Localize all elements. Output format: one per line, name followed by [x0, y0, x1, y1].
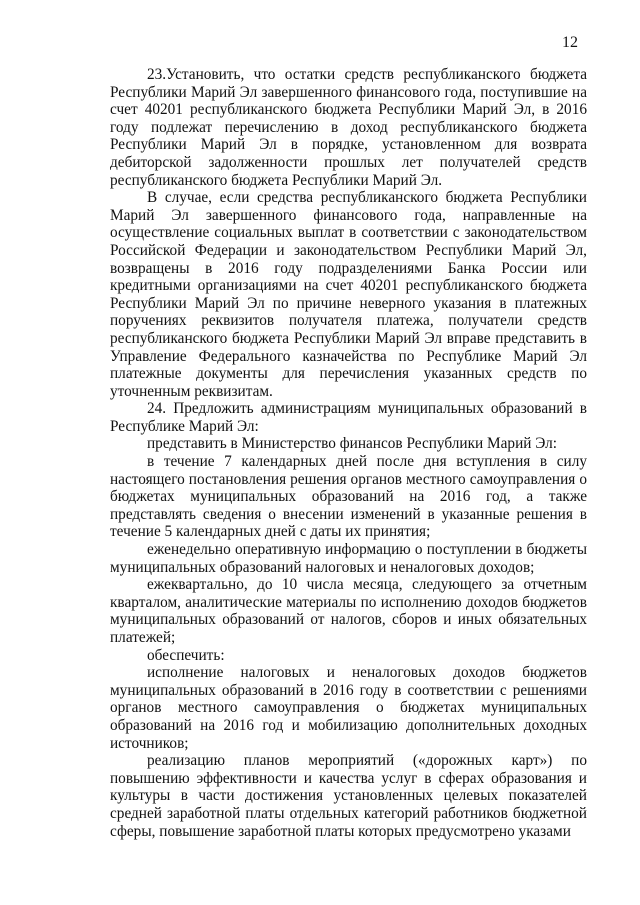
paragraph-7-days: в течение 7 календарных дней после дня вступления в силу настоящего постановления решения органов местного самоуправления о бюджетах муниципальных образований на 2016 год, а также представлять сведения о внесении изменений в указанные решения в течение 5 календарных дней с даты их принятия; — [110, 453, 587, 541]
document-body — [110, 66, 587, 840]
page-number: 12 — [562, 34, 578, 51]
paragraph-submit-to-ministry: представить в Министерство финансов Республики Марий Эл: — [147, 435, 558, 453]
paragraph-refund-case: В случае, если средства республиканского бюджета Республики Марий Эл завершенного финансового года, направленные на осуществление социальных выплат в соответствии с законодательством Российской Федерации и законодательством Республики Марий Эл, возвращены в 2016 году подразделениями Банка России или кредитными организациями на счет 40201 республиканского бюджета Республики Марий Эл по причине неверного указания в платежных поручениях реквизитов получателя платежа, получатели средств республиканского бюджета Республики Марий Эл вправе представить в Управление Федерального казначейства по Республике Марий Эл платежные документы для перечисления указанных средств по уточненным реквизитам. — [110, 189, 587, 400]
paragraph-quarterly-materials: ежеквартально, до 10 числа месяца, следующего за отчетным кварталом, аналитические материалы по исполнению доходов бюджетов муниципальных образований от налогов, сборов и иных обязательных платежей; — [110, 576, 587, 646]
paragraph-road-maps: реализацию планов мероприятий («дорожных карт») по повышению эффективности и качества услуг в сферах образования и культуры в части достижения установленных целевых показателей средней заработной платы отдельных категорий работников бюджетной сферы, повышение заработной платы которых предусмотрено указами — [110, 752, 587, 840]
paragraph-revenue-execution: исполнение налоговых и неналоговых доходов бюджетов муниципальных образований в 2016 году в соответствии с решениями органов местного самоуправления о бюджетах муниципальных образований на 2016 год и мобилизацию дополнительных доходных источников; — [110, 664, 587, 752]
paragraph-ensure: обеспечить: — [147, 646, 225, 664]
paragraph-24: 24. Предложить администрациям муниципальных образований в Республике Марий Эл: — [110, 400, 587, 435]
paragraph-23: 23.Установить, что остатки средств республиканского бюджета Республики Марий Эл завершенного финансового года, поступившие на счет 40201 республиканского бюджета Республики Марий Эл, в 2016 году подлежат перечислению в доход республиканского бюджета Республики Марий Эл в порядке, установленном для возврата дебиторской задолженности прошлых лет получателей средств республиканского бюджета Республики Марий Эл. — [110, 66, 587, 189]
paragraph-weekly-info: еженедельно оперативную информацию о поступлении в бюджеты муниципальных образований налоговых и неналоговых доходов; — [110, 541, 587, 576]
